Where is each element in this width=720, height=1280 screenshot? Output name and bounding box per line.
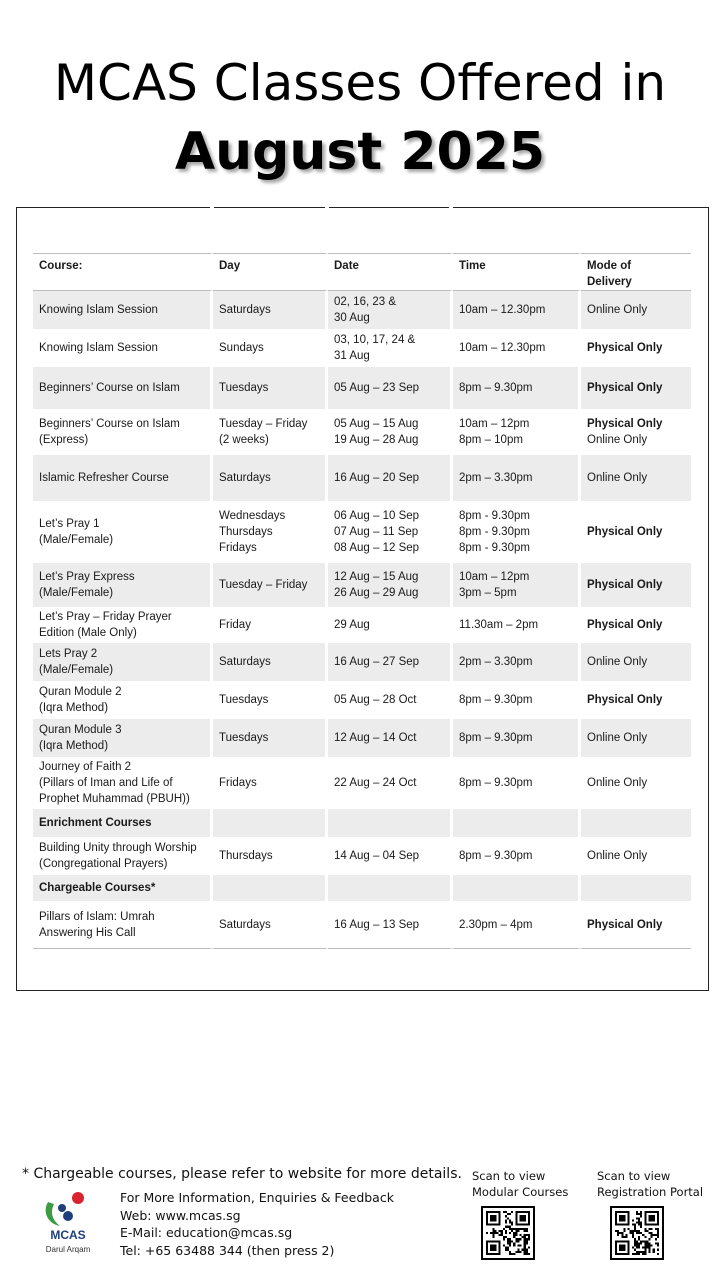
contact-info (120, 1189, 394, 1259)
mode-value: Physical Only (587, 694, 663, 706)
table-row (33, 719, 691, 757)
section-header-row (33, 809, 691, 837)
date-cell: 14 Aug – 04 Sep (328, 837, 453, 875)
date-cell: 29 Aug (328, 607, 453, 643)
contact-web-link[interactable]: Web: www.mcas.sg (120, 1207, 241, 1223)
column-header: Mode of Delivery (581, 253, 691, 291)
qr-code-icon[interactable] (610, 1206, 664, 1260)
class-schedule-table (33, 253, 691, 949)
day-cell: Tuesdays (213, 719, 328, 757)
contact-email-link[interactable]: E-Mail: education@mcas.sg (120, 1225, 293, 1240)
time-cell: 8pm – 9.30pm (453, 757, 581, 809)
mode-value: Physical Only (587, 918, 663, 931)
mode-value: Physical Only (587, 418, 663, 430)
mode-value: Online Only (587, 850, 648, 862)
date-cell: 02, 16, 23 & 30 Aug (328, 291, 453, 329)
time-cell: 10am – 12pm 8pm – 10pm (453, 409, 581, 455)
mode-cell (581, 643, 691, 681)
table-row (33, 681, 691, 719)
date-cell: 12 Aug – 15 Aug 26 Aug – 29 Aug (328, 563, 453, 607)
day-cell: Tuesdays (213, 681, 328, 719)
day-cell: Saturdays (213, 643, 328, 681)
course-cell: Quran Module 3 (Iqra Method) (33, 719, 213, 757)
course-cell: Lets Pray 2 (Male/Female) (33, 643, 213, 681)
qr-modular-label: Scan to view Modular Courses (472, 1169, 569, 1199)
date-cell (328, 809, 453, 837)
day-cell: Saturdays (213, 291, 328, 329)
day-cell: Tuesday – Friday (213, 563, 328, 607)
chargeable-footnote: * Chargeable courses, please refer to website for more details. (22, 1166, 462, 1182)
course-cell: Pillars of Islam: Umrah Answering His Call (33, 901, 213, 949)
time-cell: 8pm – 9.30pm (453, 719, 581, 757)
mode-value: Physical Only (587, 579, 663, 591)
table-row (33, 643, 691, 681)
mode-cell (581, 329, 691, 367)
mode-cell (581, 681, 691, 719)
time-cell (453, 809, 581, 837)
qr-code-icon[interactable] (481, 1206, 535, 1260)
table-row (33, 501, 691, 563)
table-row (33, 367, 691, 409)
column-header: Time (453, 253, 581, 291)
mode-cell (581, 875, 691, 901)
qr-registration-label: Scan to view Registration Portal (597, 1169, 704, 1199)
course-cell: Let’s Pray – Friday Prayer Edition (Male Only) (33, 607, 213, 643)
day-cell: Tuesday – Friday (2 weeks) (213, 409, 328, 455)
date-cell: 12 Aug – 14 Oct (328, 719, 453, 757)
mode-value: Physical Only (587, 526, 663, 538)
course-cell: Quran Module 2 (Iqra Method) (33, 681, 213, 719)
course-cell: Chargeable Courses* (33, 875, 213, 901)
time-cell: 2.30pm – 4pm (453, 901, 581, 949)
mode-cell (581, 607, 691, 643)
mode-value-secondary: Online Only (587, 434, 648, 446)
time-cell: 2pm – 3.30pm (453, 455, 581, 501)
date-cell: 05 Aug – 15 Aug 19 Aug – 28 Aug (328, 409, 453, 455)
mode-cell (581, 837, 691, 875)
table-row (33, 837, 691, 875)
mode-cell (581, 501, 691, 563)
mode-cell (581, 757, 691, 809)
date-cell (328, 875, 453, 901)
table-row (33, 291, 691, 329)
date-cell: 16 Aug – 13 Sep (328, 901, 453, 949)
mode-value: Online Only (587, 304, 648, 316)
date-cell: 03, 10, 17, 24 & 31 Aug (328, 329, 453, 367)
table-row (33, 409, 691, 455)
time-cell: 8pm – 9.30pm (453, 837, 581, 875)
date-cell: 22 Aug – 24 Oct (328, 757, 453, 809)
day-cell (213, 875, 328, 901)
mode-value: Online Only (587, 656, 648, 668)
table-row (33, 329, 691, 367)
column-header: Course: (33, 253, 213, 291)
course-cell: Enrichment Courses (33, 809, 213, 837)
mode-value: Physical Only (587, 382, 663, 394)
table-row (33, 455, 691, 501)
column-header: Day (213, 253, 328, 291)
date-cell: 16 Aug – 27 Sep (328, 643, 453, 681)
day-cell: Sundays (213, 329, 328, 367)
mode-cell (581, 809, 691, 837)
course-cell: Let’s Pray Express (Male/Female) (33, 563, 213, 607)
mode-value: Online Only (587, 777, 648, 789)
mode-value: Physical Only (587, 619, 663, 631)
mode-value: Physical Only (587, 342, 663, 354)
logo-name: MCAS (50, 1228, 86, 1242)
page-title-line1: MCAS Classes Offered in (53, 54, 667, 112)
time-cell: 8pm - 9.30pm 8pm - 9.30pm 8pm - 9.30pm (453, 501, 581, 563)
course-cell: Let’s Pray 1 (Male/Female) (33, 501, 213, 563)
day-cell (213, 809, 328, 837)
time-cell: 2pm – 3.30pm (453, 643, 581, 681)
date-cell: 05 Aug – 28 Oct (328, 681, 453, 719)
time-cell: 11.30am – 2pm (453, 607, 581, 643)
day-cell: Thursdays (213, 837, 328, 875)
contact-phone: Tel: +65 63488 344 (then press 2) (120, 1242, 335, 1258)
course-cell: Building Unity through Worship (Congregational Prayers) (33, 837, 213, 875)
day-cell: Saturdays (213, 901, 328, 949)
course-cell: Beginners’ Course on Islam (33, 367, 213, 409)
table-header-row (33, 253, 691, 291)
day-cell: Tuesdays (213, 367, 328, 409)
table-row (33, 563, 691, 607)
mode-cell (581, 409, 691, 455)
table-row (33, 757, 691, 809)
mode-cell (581, 455, 691, 501)
course-cell: Journey of Faith 2 (Pillars of Iman and Life of Prophet Muhammad (PBUH)) (33, 757, 213, 809)
mode-cell (581, 901, 691, 949)
time-cell: 10am – 12pm 3pm – 5pm (453, 563, 581, 607)
mode-cell (581, 563, 691, 607)
date-cell: 05 Aug – 23 Sep (328, 367, 453, 409)
date-cell: 16 Aug – 20 Sep (328, 455, 453, 501)
table-row (33, 607, 691, 643)
mode-value: Online Only (587, 732, 648, 744)
day-cell: Friday (213, 607, 328, 643)
time-cell: 10am – 12.30pm (453, 329, 581, 367)
column-header: Date (328, 253, 453, 291)
day-cell: Fridays (213, 757, 328, 809)
day-cell: Wednesdays Thursdays Fridays (213, 501, 328, 563)
logo-subtitle: Darul Arqam (45, 1245, 91, 1254)
mode-cell (581, 291, 691, 329)
mode-value: Online Only (587, 472, 648, 484)
course-cell: Beginners’ Course on Islam (Express) (33, 409, 213, 455)
day-cell: Saturdays (213, 455, 328, 501)
course-cell: Islamic Refresher Course (33, 455, 213, 501)
section-header-row (33, 875, 691, 901)
table-row (33, 901, 691, 949)
time-cell (453, 875, 581, 901)
time-cell: 10am – 12.30pm (453, 291, 581, 329)
course-cell: Knowing Islam Session (33, 329, 213, 367)
contact-heading: For More Information, Enquiries & Feedback (120, 1190, 394, 1205)
course-cell: Knowing Islam Session (33, 291, 213, 329)
mode-cell (581, 719, 691, 757)
mode-cell (581, 367, 691, 409)
time-cell: 8pm – 9.30pm (453, 681, 581, 719)
date-cell: 06 Aug – 10 Sep 07 Aug – 11 Sep 08 Aug – 12 Sep (328, 501, 453, 563)
page-title-line2: August 2025 (174, 122, 546, 182)
time-cell: 8pm – 9.30pm (453, 367, 581, 409)
